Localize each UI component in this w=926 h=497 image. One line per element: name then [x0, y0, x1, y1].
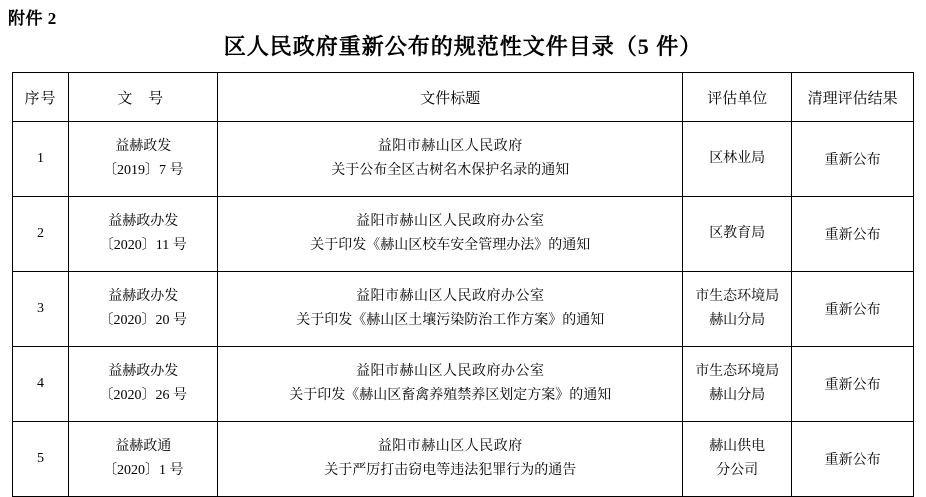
doc-number-line-2: 〔2020〕11 号 — [99, 238, 187, 253]
cell-doc-number — [69, 422, 218, 497]
doc-number-line-2: 〔2020〕1 号 — [103, 463, 184, 478]
table-row — [13, 272, 914, 347]
doc-title-line-1: 益阳市赫山区人民政府办公室 — [356, 214, 545, 230]
page-title: 区人民政府重新公布的规范性文件目录（5 件） — [223, 34, 703, 59]
unit-line-2: 分公司 — [716, 463, 759, 478]
table-body — [13, 122, 914, 497]
doc-title-line-2: 关于公布全区古树名木保护名录的通知 — [331, 163, 570, 178]
doc-number-line-1: 益赫政办发 — [108, 214, 179, 230]
cell-result: 重新公布 — [792, 272, 914, 347]
cell-doc-number — [69, 272, 218, 347]
column-header-seq: 序号 — [13, 73, 69, 122]
cell-seq: 4 — [13, 347, 69, 422]
cell-doc-number — [69, 347, 218, 422]
column-header-doc-title: 文件标题 — [218, 73, 683, 122]
normative-documents-table — [12, 72, 914, 497]
cell-result: 重新公布 — [792, 422, 914, 497]
cell-result: 重新公布 — [792, 122, 914, 197]
cell-seq: 1 — [13, 122, 69, 197]
doc-title-line-1: 益阳市赫山区人民政府 — [377, 439, 523, 455]
table-row — [13, 347, 914, 422]
doc-title-line-2: 关于印发《赫山区土壤污染防治工作方案》的通知 — [296, 313, 605, 328]
unit-line-2: 赫山分局 — [709, 388, 766, 403]
unit-line-1: 区林业局 — [709, 151, 766, 167]
doc-number-line-2: 〔2020〕20 号 — [99, 313, 187, 328]
cell-assessment-unit — [683, 347, 792, 422]
doc-number-line-2: 〔2019〕7 号 — [103, 163, 184, 178]
doc-title-line-2: 关于印发《赫山区校车安全管理办法》的通知 — [310, 238, 591, 253]
cell-seq: 2 — [13, 197, 69, 272]
cell-doc-title — [218, 347, 683, 422]
table-header-row — [13, 73, 914, 122]
table-row — [13, 197, 914, 272]
doc-number-line-2: 〔2020〕26 号 — [99, 388, 187, 403]
doc-number-line-1: 益赫政发 — [115, 139, 172, 155]
table-header — [13, 73, 914, 122]
doc-title-line-1: 益阳市赫山区人民政府 — [377, 139, 523, 155]
unit-line-1: 市生态环境局 — [695, 364, 780, 380]
cell-assessment-unit — [683, 122, 792, 197]
cell-doc-title — [218, 272, 683, 347]
table-row — [13, 122, 914, 197]
cell-doc-number — [69, 197, 218, 272]
unit-line-2: 赫山分局 — [709, 313, 766, 328]
cell-assessment-unit — [683, 197, 792, 272]
unit-line-1: 市生态环境局 — [695, 289, 780, 305]
column-header-assessment-unit: 评估单位 — [683, 73, 792, 122]
cell-doc-title — [218, 422, 683, 497]
cell-doc-number — [69, 122, 218, 197]
doc-number-line-1: 益赫政办发 — [108, 364, 179, 380]
doc-number-line-1: 益赫政办发 — [108, 289, 179, 305]
table-row — [13, 422, 914, 497]
doc-number-line-1: 益赫政通 — [115, 439, 172, 455]
doc-title-line-2: 关于印发《赫山区畜禽养殖禁养区划定方案》的通知 — [289, 388, 612, 403]
cell-doc-title — [218, 197, 683, 272]
cell-assessment-unit — [683, 272, 792, 347]
cell-result: 重新公布 — [792, 197, 914, 272]
doc-title-line-1: 益阳市赫山区人民政府办公室 — [356, 364, 545, 380]
column-header-doc-number: 文 号 — [69, 73, 218, 122]
cell-result: 重新公布 — [792, 347, 914, 422]
doc-title-line-2: 关于严厉打击窃电等违法犯罪行为的通告 — [324, 463, 577, 478]
attachment-label: 附件 2 — [8, 9, 57, 28]
cell-seq: 3 — [13, 272, 69, 347]
cell-assessment-unit — [683, 422, 792, 497]
doc-title-line-1: 益阳市赫山区人民政府办公室 — [356, 289, 545, 305]
cell-doc-title — [218, 122, 683, 197]
column-header-result: 清理评估结果 — [792, 73, 914, 122]
unit-line-1: 赫山供电 — [709, 439, 766, 455]
unit-line-1: 区教育局 — [709, 226, 766, 242]
cell-seq: 5 — [13, 422, 69, 497]
